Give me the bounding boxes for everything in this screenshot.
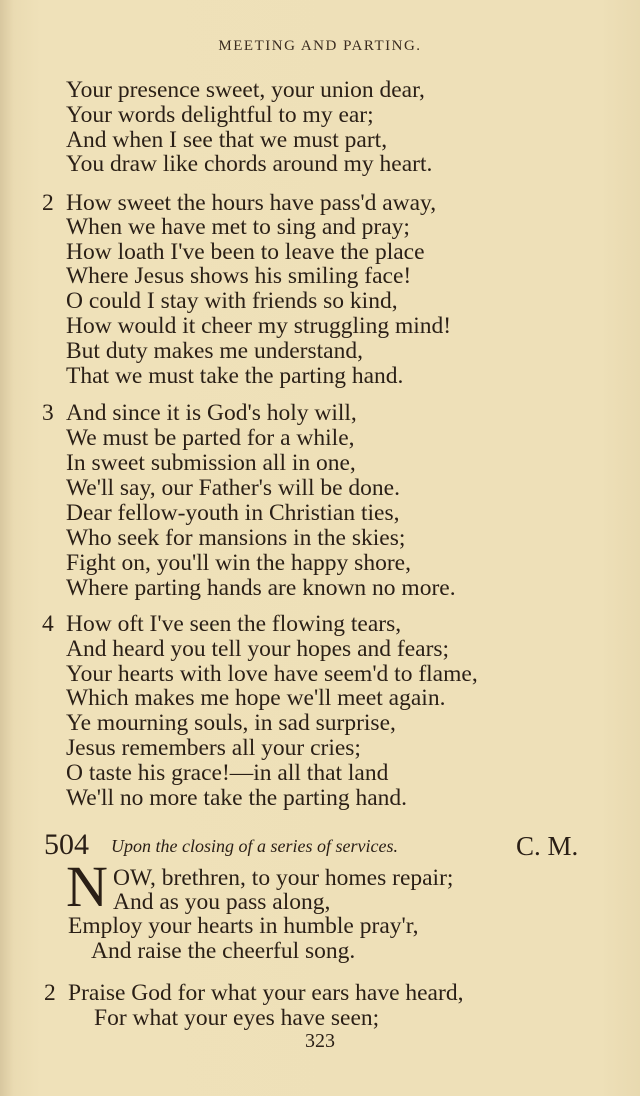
verse-line: When we have met to sing and pray; [66,214,410,240]
verse-line: Jesus remembers all your cries; [66,735,361,761]
verse-line: O could I stay with friends so kind, [66,288,398,314]
running-header: MEETING AND PARTING. [218,38,422,54]
verse-line: Dear fellow-youth in Christian ties, [66,500,400,526]
verse-line: OW, brethren, to your homes repair; [113,865,454,891]
verse-line: Employ your hearts in humble pray'r, [68,913,419,939]
page-number: 323 [305,1030,335,1052]
verse-line: We'll say, our Father's will be done. [66,475,400,501]
verse-line: Praise God for what your ears have heard, [68,980,464,1006]
hymn-number: 504 [44,828,89,861]
hymn-title: Upon the closing of a series of services. [111,836,398,856]
verse-line: For what your eyes have seen; [94,1005,380,1031]
verse-line: Your hearts with love have seem'd to flame, [66,661,478,687]
verse-line: That we must take the parting hand. [66,363,404,389]
verse-line: Where parting hands are known no more. [66,575,456,601]
hymn-meter: C. M. [516,831,579,861]
verse-line: We must be parted for a while, [66,425,355,451]
verse-line: But duty makes me understand, [66,338,363,364]
verse-line: How would it cheer my struggling mind! [66,313,452,339]
stanza-number: 2 [42,190,54,216]
verse-line: And as you pass along, [113,889,331,915]
verse-line: And raise the cheerful song. [91,938,356,964]
verse-line: O taste his grace!—in all that land [66,760,389,786]
verse-line: And when I see that we must part, [66,127,388,153]
verse-line: You draw like chords around my heart. [66,151,433,177]
verse-line: And heard you tell your hopes and fears; [66,636,450,662]
verse-line: How loath I've been to leave the place [66,239,425,265]
verse-line: Where Jesus shows his smiling face! [66,263,412,289]
verse-line: Which makes me hope we'll meet again. [66,685,446,711]
verse-line: We'll no more take the parting hand. [66,785,408,811]
verse-line: How sweet the hours have pass'd away, [66,190,437,216]
verse-line: How oft I've seen the flowing tears, [66,611,402,637]
verse-line: Your presence sweet, your union dear, [66,77,425,103]
stanza-number: 4 [42,611,54,637]
verse-line: Who seek for mansions in the skies; [66,525,406,551]
verse-line: Your words delightful to my ear; [66,102,374,128]
drop-cap: N [66,854,108,919]
verse-line: Ye mourning souls, in sad surprise, [66,710,396,736]
stanza-number: 2 [44,980,56,1006]
stanza-number: 3 [42,400,54,426]
verse-line: And since it is God's holy will, [66,400,357,426]
verse-line: Fight on, you'll win the happy shore, [66,550,411,576]
verse-line: In sweet submission all in one, [66,450,356,476]
